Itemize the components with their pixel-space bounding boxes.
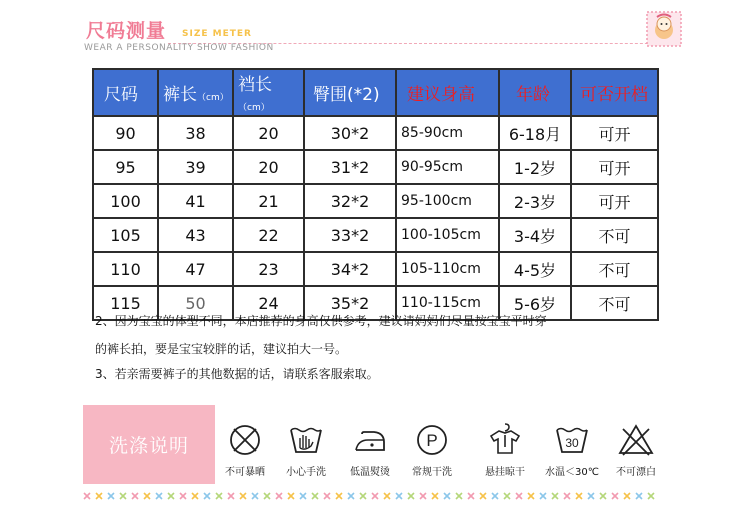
care-label: 不可漂白 <box>616 467 656 478</box>
header-age: 年龄 <box>499 69 571 116</box>
decorative-cross <box>468 493 474 499</box>
header-height: 建议身高 <box>396 69 499 116</box>
decorative-cross <box>456 493 462 499</box>
no-sun-exposure-icon <box>225 420 265 460</box>
care-item-hang-dry <box>473 420 537 478</box>
decorative-cross <box>540 493 546 499</box>
cell-pants-length: 43 <box>158 218 233 252</box>
care-label: 悬挂晾干 <box>485 467 525 478</box>
cell-crotch-length: 23 <box>233 252 304 286</box>
cell-pants-length: 38 <box>158 116 233 150</box>
decorative-cross <box>504 493 510 499</box>
header-hip: 臀围(*2) <box>304 69 396 116</box>
cell-hip: 33*2 <box>304 218 396 252</box>
cell-open-crotch: 可开 <box>571 184 658 218</box>
decorative-cross <box>348 493 354 499</box>
decorative-cross <box>624 493 630 499</box>
decorative-cross <box>276 493 282 499</box>
care-title-box <box>83 405 215 484</box>
header-title-cn: 尺码测量 <box>86 20 167 42</box>
cell-age: 6-18月 <box>499 116 571 150</box>
care-label: 常规干洗 <box>412 467 452 478</box>
table-header-row <box>93 69 658 116</box>
table-row <box>93 184 658 218</box>
cell-height: 105-110cm <box>396 252 499 286</box>
care-label: 低温熨烫 <box>350 467 390 478</box>
header-subtitle: WEAR A PERSONALITY SHOW FASHION <box>84 43 274 53</box>
cell-age: 1-2岁 <box>499 150 571 184</box>
cell-age: 3-4岁 <box>499 218 571 252</box>
decorative-dot-row <box>83 491 665 501</box>
care-title: 洗涤说明 <box>108 435 189 457</box>
decorative-cross <box>120 493 126 499</box>
header-crotch-length: 裆长（cm） <box>233 69 304 116</box>
cell-open-crotch: 不可 <box>571 218 658 252</box>
decorative-cross <box>84 493 90 499</box>
decorative-cross <box>108 493 114 499</box>
cell-hip: 34*2 <box>304 252 396 286</box>
cell-height: 100-105cm <box>396 218 499 252</box>
cell-size: 115 <box>93 286 158 320</box>
decorative-cross <box>420 493 426 499</box>
decorative-cross <box>588 493 594 499</box>
decorative-cross <box>396 493 402 499</box>
cell-open-crotch: 可开 <box>571 150 658 184</box>
note-line-2: 的裤长拍，要是宝宝较胖的话，建议拍大一号。 <box>95 342 348 356</box>
decorative-cross <box>372 493 378 499</box>
decorative-cross <box>144 493 150 499</box>
care-item-hand-wash <box>274 420 338 478</box>
cell-pants-length: 41 <box>158 184 233 218</box>
decorative-cross <box>600 493 606 499</box>
care-label: 水温＜30℃ <box>545 467 599 478</box>
decorative-cross <box>96 493 102 499</box>
note-line-1: 2、因为宝宝的体型不同，本店推荐的身高仅供参考，建议请妈妈们尽量按宝宝平时穿 <box>95 314 547 328</box>
cell-pants-length: 47 <box>158 252 233 286</box>
decorative-cross <box>156 493 162 499</box>
cell-hip: 35*2 <box>304 286 396 320</box>
decorative-cross <box>612 493 618 499</box>
decorative-cross <box>312 493 318 499</box>
hang-dry-icon <box>485 420 525 460</box>
cell-age: 5-6岁 <box>499 286 571 320</box>
decorative-cross <box>300 493 306 499</box>
decorative-cross <box>252 493 258 499</box>
decorative-cross <box>336 493 342 499</box>
cell-size: 95 <box>93 150 158 184</box>
decorative-cross <box>408 493 414 499</box>
cell-size: 100 <box>93 184 158 218</box>
care-item-iron-low <box>338 420 402 478</box>
cartoon-stamp-icon <box>645 10 683 48</box>
cell-crotch-length: 22 <box>233 218 304 252</box>
decorative-cross <box>564 493 570 499</box>
decorative-cross <box>492 493 498 499</box>
care-label: 小心手洗 <box>286 467 326 478</box>
cell-size: 105 <box>93 218 158 252</box>
cell-age: 2-3岁 <box>499 184 571 218</box>
table-row <box>93 150 658 184</box>
decorative-cross <box>240 493 246 499</box>
iron-low-icon <box>350 420 390 460</box>
decorative-cross <box>576 493 582 499</box>
decorative-cross <box>552 493 558 499</box>
decorative-cross <box>444 493 450 499</box>
decorative-cross <box>132 493 138 499</box>
table-row <box>93 252 658 286</box>
hand-wash-icon <box>286 420 326 460</box>
decorative-cross <box>192 493 198 499</box>
decorative-cross <box>384 493 390 499</box>
decorative-cross <box>264 493 270 499</box>
no-bleach-icon <box>616 420 656 460</box>
care-item-no-bleach <box>604 420 668 478</box>
svg-text:P: P <box>426 431 438 450</box>
cell-crotch-length: 21 <box>233 184 304 218</box>
care-item-dry-clean <box>400 420 464 478</box>
size-table <box>92 68 659 321</box>
cell-height: 90-95cm <box>396 150 499 184</box>
note-line-3: 3、若亲需要裤子的其他数据的话，请联系客服索取。 <box>95 367 379 381</box>
decorative-cross <box>432 493 438 499</box>
cell-age: 4-5岁 <box>499 252 571 286</box>
decorative-cross <box>180 493 186 499</box>
cell-hip: 31*2 <box>304 150 396 184</box>
decorative-cross <box>528 493 534 499</box>
cell-hip: 32*2 <box>304 184 396 218</box>
header-size: 尺码 <box>93 69 158 116</box>
wash-30-icon <box>552 420 592 460</box>
decorative-cross <box>480 493 486 499</box>
page-header <box>72 16 692 56</box>
cell-pants-length: 39 <box>158 150 233 184</box>
cell-pants-length: 50 <box>158 286 233 320</box>
cell-size: 110 <box>93 252 158 286</box>
cell-open-crotch: 可开 <box>571 116 658 150</box>
decorative-cross <box>168 493 174 499</box>
table-row <box>93 218 658 252</box>
wash-temperature-value: 30 <box>565 436 579 450</box>
cell-open-crotch: 不可 <box>571 286 658 320</box>
decorative-cross <box>288 493 294 499</box>
decorative-cross <box>636 493 642 499</box>
decorative-cross <box>516 493 522 499</box>
decorative-cross <box>228 493 234 499</box>
cell-open-crotch: 不可 <box>571 252 658 286</box>
table-row <box>93 116 658 150</box>
decorative-cross <box>204 493 210 499</box>
cell-height: 110-115cm <box>396 286 499 320</box>
cell-height: 85-90cm <box>396 116 499 150</box>
header-open-crotch: 可否开档 <box>571 69 658 116</box>
cell-crotch-length: 20 <box>233 150 304 184</box>
cell-height: 95-100cm <box>396 184 499 218</box>
cell-crotch-length: 24 <box>233 286 304 320</box>
care-label: 不可暴晒 <box>225 467 265 478</box>
cell-size: 90 <box>93 116 158 150</box>
header-pants-length: 裤长（cm） <box>158 69 233 116</box>
dry-clean-p-icon <box>412 420 452 460</box>
care-item-no-sun <box>213 420 277 478</box>
decorative-cross <box>648 493 654 499</box>
cell-hip: 30*2 <box>304 116 396 150</box>
header-title-en: SIZE METER <box>182 29 252 39</box>
care-item-wash-30 <box>540 420 604 478</box>
decorative-cross <box>216 493 222 499</box>
decorative-cross <box>360 493 366 499</box>
cell-crotch-length: 20 <box>233 116 304 150</box>
decorative-cross <box>324 493 330 499</box>
